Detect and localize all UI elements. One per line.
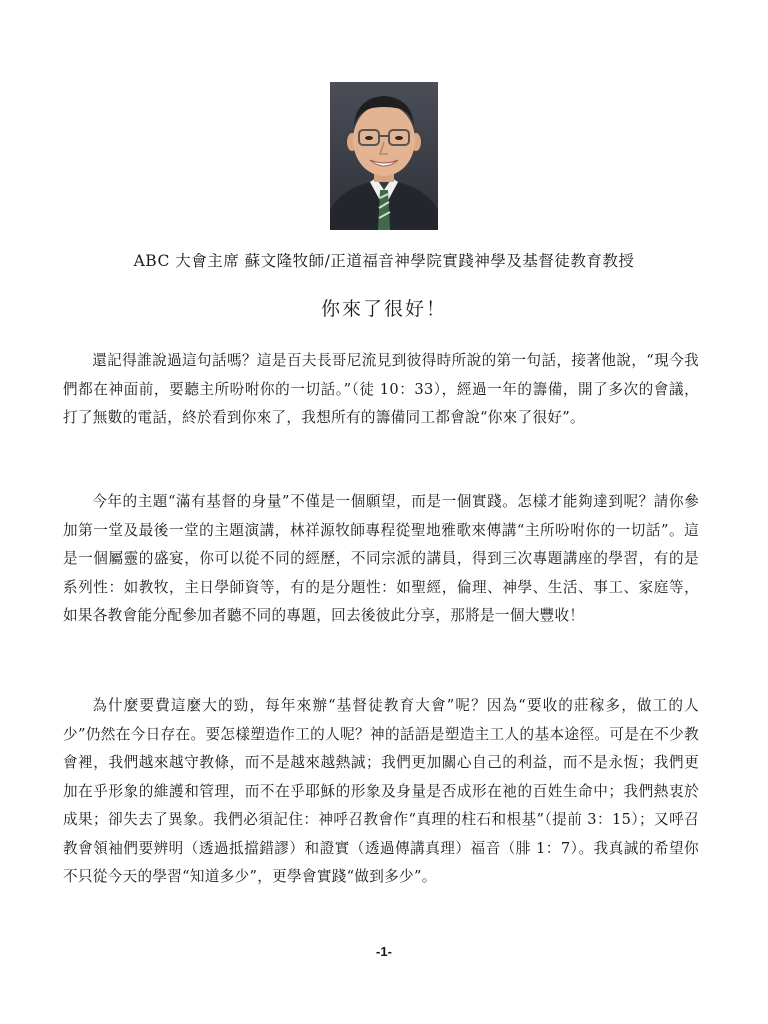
paragraph-2: 今年的主題“滿有基督的身量”不僅是一個願望，而是一個實踐。怎樣才能夠達到呢？請你參加第一堂及最後一堂的主題演講，林祥源牧師專程從聖地雅歌來傳講“主所吩咐你的一切話”。這是一個屬靈的盛宴，你可以從不同的經歷，不同宗派的講員，得到三次專題講座的學習，有的是系列性：如教牧，主日學師資等，有的是分題性：如聖經，倫理、神學、生活、事工、家庭等，如果各教會能分配參加者聽不同的專題，回去後彼此分享，那將是一個大豐收！ — [63, 493, 699, 624]
author-caption: ABC 大會主席 蘇文隆牧師/正道福音神學院實踐神學及基督徒教育教授 — [133, 252, 635, 270]
paragraph-1: 還記得誰說過這句話嗎？這是百夫長哥尼流見到彼得時所說的第一句話，接著他說，“現今我們都在神面前，要聽主所吩咐你的一切話。”（徒 10：33），經過一年的籌備，開了多次的會議，打了無數的電話，終於看到你來了，我想所有的籌備同工都會說“你來了很好”。 — [63, 352, 699, 426]
author-portrait — [330, 82, 438, 230]
paragraph-3: 為什麼要費這麼大的勁，每年來辦“基督徒教育大會”呢？因為“要收的莊稼多，做工的人少”仍然在今日存在。要怎樣塑造作工的人呢？神的話語是塑造主工人的基本途徑。可是在不少教會裡，我們越來越守教條，而不是越來越熱誠；我們更加關心自己的利益，而不是永恆；我們更加在乎形象的維護和管理，而不在乎耶穌的形象及身量是否成形在祂的百姓生命中；我們熱衷於成果；卻失去了異象。我們必須記住：神呼召教會作“真理的柱石和根基”（提前 3：15）；又呼召教會領袖們要辨明（透過抵擋錯謬）和證實（透過傳講真理）福音（腓 1：7）。我真誠的希望你不只從今天的學習“知道多少”，更學會實踐“做到多少”。 — [63, 697, 699, 885]
page-title: 你來了很好！ — [320, 298, 447, 320]
page-number: -1- — [376, 944, 392, 959]
portrait-photo-icon — [330, 82, 438, 230]
